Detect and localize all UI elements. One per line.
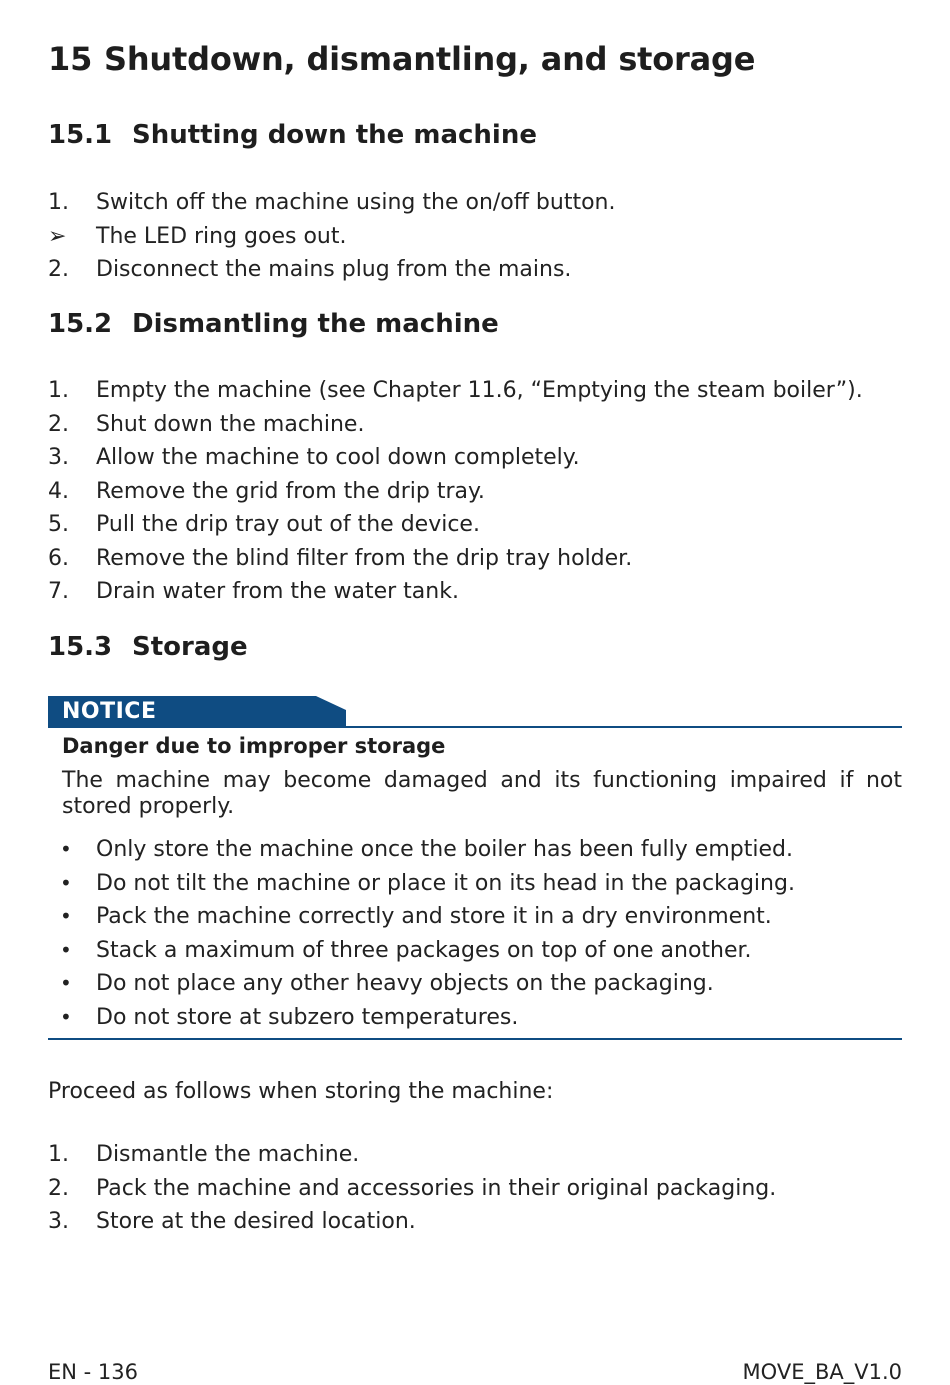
bullet-icon: • xyxy=(60,870,72,895)
chapter-title xyxy=(48,40,755,78)
list-marker: 5. xyxy=(48,512,69,537)
section-title: Dismantling the machine xyxy=(132,309,499,339)
list-item-text: Do not place any other heavy objects on the packaging. xyxy=(96,971,714,996)
list-item-text: Do not store at subzero temperatures. xyxy=(96,1004,519,1030)
list-marker: 3. xyxy=(48,1209,69,1234)
list-item xyxy=(48,508,863,542)
list-marker: 1. xyxy=(48,378,69,403)
list-item xyxy=(48,867,795,901)
list-marker: 6. xyxy=(48,545,69,571)
list-item-text: The LED ring goes out. xyxy=(96,223,347,249)
bullet-icon: • xyxy=(60,904,72,928)
list-item-text: Remove the blind filter from the drip tray holder. xyxy=(96,545,633,571)
document-page xyxy=(48,0,902,1385)
section-number: 15.3 xyxy=(48,632,113,662)
section-heading-shutting-down xyxy=(48,120,537,150)
list-item xyxy=(48,1001,795,1035)
bullet-icon: • xyxy=(60,937,72,962)
chapter-title-text: Shutdown, dismantling, and storage xyxy=(104,40,756,78)
list-item xyxy=(48,186,615,220)
page-number: EN - 136 xyxy=(48,1360,138,1384)
list-item xyxy=(48,1138,776,1172)
bullet-icon: • xyxy=(60,837,72,861)
list-item xyxy=(48,253,615,287)
list-item xyxy=(48,1172,776,1206)
list-marker: 3. xyxy=(48,445,69,470)
dismantling-steps-list xyxy=(48,374,863,609)
list-item xyxy=(48,542,863,576)
shutdown-steps-list xyxy=(48,186,615,287)
list-marker: 4. xyxy=(48,478,69,504)
list-item-text: Disconnect the mains plug from the mains. xyxy=(96,257,572,282)
bullet-icon: • xyxy=(60,1004,72,1029)
list-item-text: Drain water from the water tank. xyxy=(96,579,459,604)
list-marker: 2. xyxy=(48,1175,69,1201)
notice-box xyxy=(48,696,902,1041)
list-item-text: Pack the machine correctly and store it in a dry environment. xyxy=(96,904,772,929)
list-item xyxy=(48,374,863,408)
list-item-text: Store at the desired location. xyxy=(96,1209,416,1234)
list-item-text: Do not tilt the machine or place it on its head in the packaging. xyxy=(96,870,795,896)
list-item-text: Allow the machine to cool down completely. xyxy=(96,445,580,470)
list-marker: 1. xyxy=(48,190,69,215)
list-marker: 2. xyxy=(48,257,69,282)
section-number: 15.1 xyxy=(48,120,113,150)
list-item xyxy=(48,934,795,968)
list-item xyxy=(48,575,863,609)
chapter-number: 15 xyxy=(48,40,93,78)
notice-divider-bottom xyxy=(48,1038,902,1040)
list-item xyxy=(48,220,615,254)
document-id: MOVE_BA_V1.0 xyxy=(742,1360,902,1384)
notice-bullet-list xyxy=(48,833,795,1034)
list-item-text: Dismantle the machine. xyxy=(96,1142,360,1167)
list-item xyxy=(48,408,863,442)
notice-heading: Danger due to improper storage xyxy=(62,734,446,758)
list-item xyxy=(48,967,795,1001)
list-item-text: Pack the machine and accessories in their original packaging. xyxy=(96,1175,777,1201)
list-item xyxy=(48,441,863,475)
bullet-icon: • xyxy=(60,971,72,995)
notice-divider-top xyxy=(48,726,902,728)
section-number: 15.2 xyxy=(48,309,113,339)
section-heading-storage xyxy=(48,632,248,662)
section-title: Shutting down the machine xyxy=(132,120,537,150)
notice-text: The machine may become damaged and its functioning impaired if not stored properly. xyxy=(62,768,902,819)
list-marker: 2. xyxy=(48,411,69,437)
list-item-text: Stack a maximum of three packages on top of one another. xyxy=(96,937,752,963)
section-title: Storage xyxy=(132,632,248,662)
notice-label: NOTICE xyxy=(62,699,157,724)
result-arrow-icon: ➢ xyxy=(48,223,67,249)
list-item-text: Empty the machine (see Chapter 11.6, “Emptying the steam boiler”). xyxy=(96,378,863,403)
list-item-text: Switch off the machine using the on/off button. xyxy=(96,190,616,215)
list-item xyxy=(48,475,863,509)
list-marker: 7. xyxy=(48,579,69,604)
list-item-text: Remove the grid from the drip tray. xyxy=(96,478,485,504)
list-item xyxy=(48,1205,776,1239)
list-item-text: Only store the machine once the boiler has been fully emptied. xyxy=(96,837,793,862)
list-item xyxy=(48,900,795,934)
section-heading-dismantling xyxy=(48,309,499,339)
list-marker: 1. xyxy=(48,1142,69,1167)
list-item-text: Pull the drip tray out of the device. xyxy=(96,512,480,537)
list-item-text: Shut down the machine. xyxy=(96,411,365,437)
storage-intro: Proceed as follows when storing the machine: xyxy=(48,1079,554,1104)
list-item xyxy=(48,833,795,867)
storage-steps-list xyxy=(48,1138,776,1239)
